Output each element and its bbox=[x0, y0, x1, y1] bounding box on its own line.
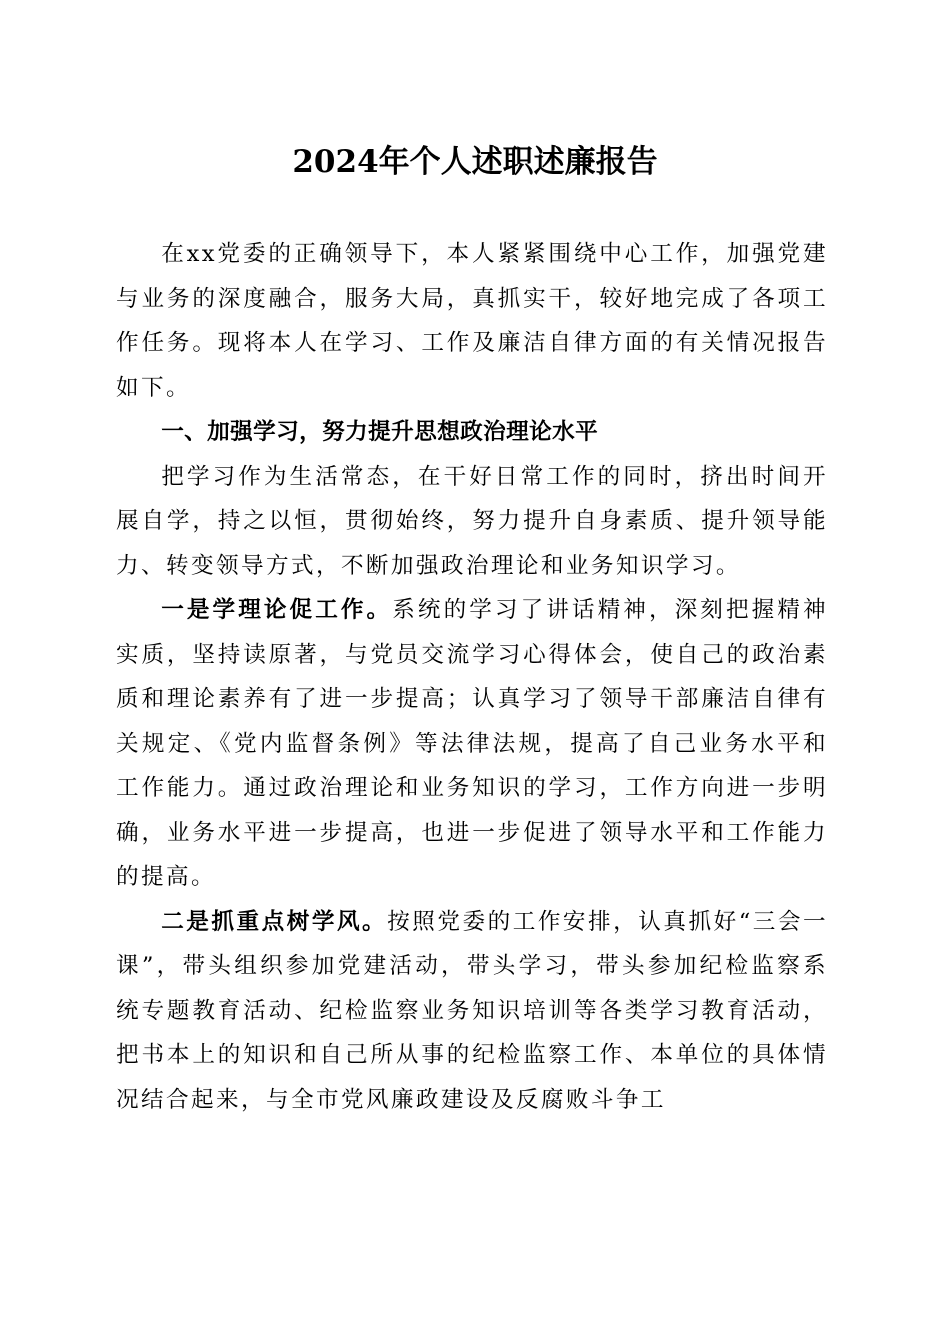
section-1-paragraph: 把学习作为生活常态，在干好日常工作的同时，挤出时间开展自学，持之以恒，贯彻始终，努力提升自身素质、提升领导能力、转变领导方式，不断加强政治理论和业务知识学习。 bbox=[116, 463, 828, 579]
point-2-text: 按照党委的工作安排，认真抓好“三会一课”，带头组织参加党建活动，带头学习，带头参加纪检监察系统专题教育活动、纪检监察业务知识培训等各类学习教育活动，把书本上的知识和自己所从事的纪检监察工作、本单位的具体情况结合起来，与全市党风廉政建设及反腐败斗争工 bbox=[116, 908, 828, 1113]
page-title: 2024年个人述职述廉报告 bbox=[292, 144, 658, 180]
point-1-paragraph bbox=[116, 588, 828, 900]
point-2-paragraph bbox=[116, 900, 828, 1123]
point-2-lead: 二是抓重点树学风。 bbox=[161, 908, 388, 935]
point-1-lead: 一是学理论促工作。 bbox=[161, 597, 393, 623]
document-body bbox=[116, 232, 828, 1122]
intro-paragraph: 在xx党委的正确领导下，本人紧紧围绕中心工作，加强党建与业务的深度融合，服务大局，真抓实干，较好地完成了各项工作任务。现将本人在学习、工作及廉洁自律方面的有关情况报告如下。 bbox=[116, 241, 828, 401]
section-heading-1: 一、加强学习，努力提升思想政治理论水平 bbox=[161, 419, 599, 445]
point-1-text: 系统的学习了讲话精神，深刻把握精神实质，坚持读原著，与党员交流学习心得体会，使自己的政治素质和理论素养有了进一步提高；认真学习了领导干部廉洁自律有关规定、《党内监督条例》等法律法规，提高了自己业务水平和工作能力。通过政治理论和业务知识的学习，工作方向进一步明确，业务水平进一步提高，也进一步促进了领导水平和工作能力的提高。 bbox=[116, 597, 828, 890]
